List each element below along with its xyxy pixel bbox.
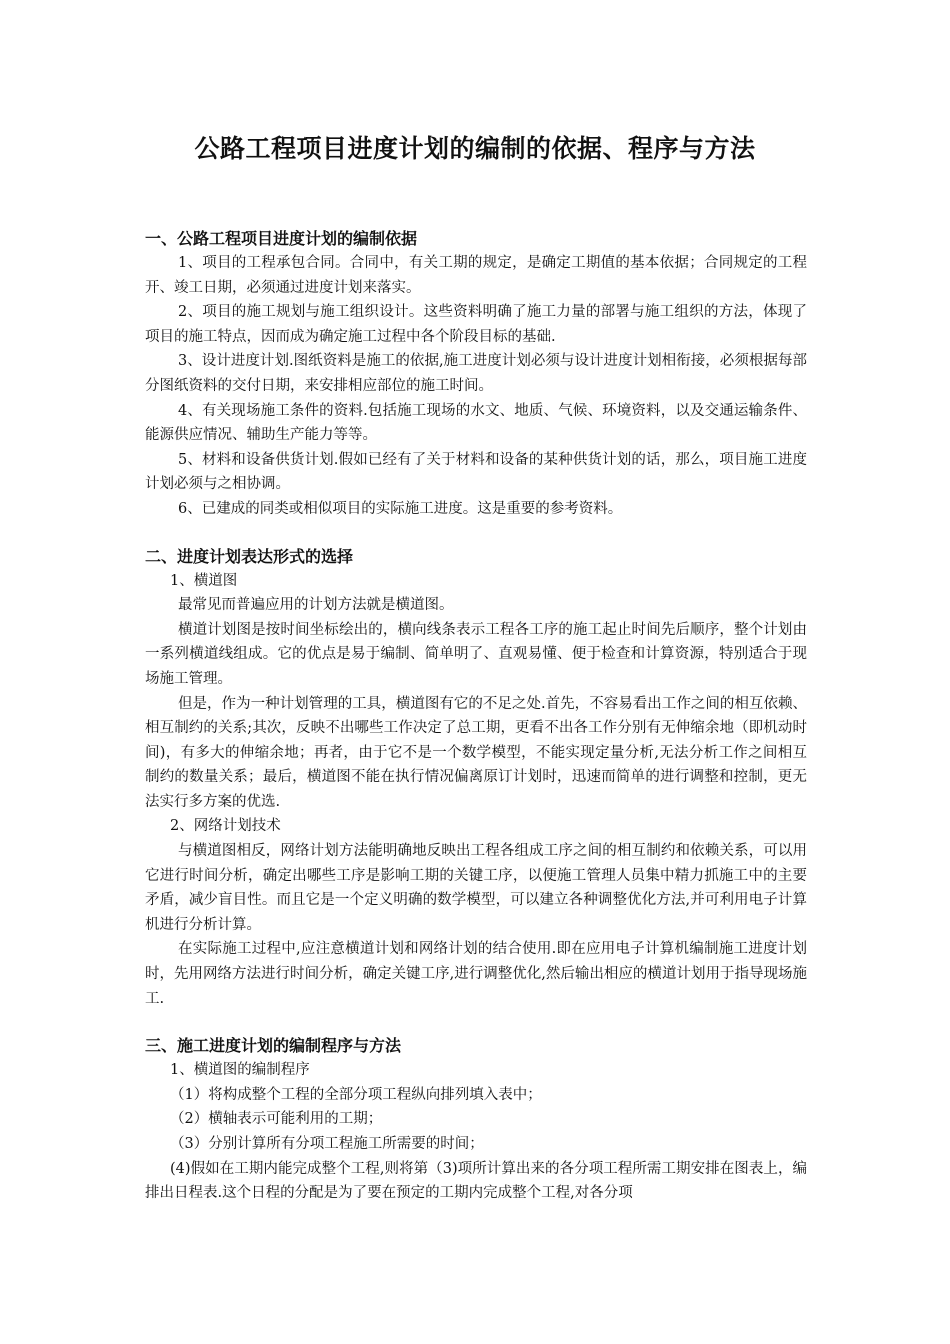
paragraph: 横道计划图是按时间坐标绘出的，横向线条表示工程各工序的施工起止时间先后顺序，整个计划由一系列横道线组成。它的优点是易于编制、简单明了、直观易懂、便于检查和计算资源，特别适合于现场施工管理。 [145,621,807,687]
section-3-heading: 三、施工进度计划的编制程序与方法 [145,1036,402,1056]
paragraph: 与横道图相反，网络计划方法能明确地反映出工程各组成工序之间的相互制约和依赖关系，可以用它进行时间分析，确定出哪些工序是影响工期的关键工序，以便施工管理人员集中精力抓施工中的主要矛盾，减少盲目性。而且它是一个定义明确的数学模型，可以建立各种调整优化方法,并可利用电子计算机进行分析计算。 [145,843,807,933]
section-1-heading: 一、公路工程项目进度计划的编制依据 [145,229,418,248]
paragraph: 但是，作为一种计划管理的工具，横道图有它的不足之处.首先，不容易看出工作之间的相互依赖、相互制约的关系;其次，反映不出哪些工作决定了总工期，更看不出各工作分别有无伸缩余地（即机动时间)，有多大的伸缩余地；再者，由于它不是一个数学模型，不能实现定量分析,无法分析工作之间相互制约的数量关系；最后，横道图不能在执行情况偏离原订计划时，迅速而简单的进行调整和控制，更无法实行多方案的优选. [145,695,807,810]
paragraph: 最常见而普遍应用的计划方法就是横道图。 [178,597,454,614]
list-item: （1）将构成整个工程的全部分项工程纵向排列填入表中； [170,1086,542,1103]
subsection-heading: 1、横道图 [170,572,238,589]
document-title: 公路工程项目进度计划的编制的依据、程序与方法 [194,134,756,163]
paragraph: 3、设计进度计划.图纸资料是施工的依据,施工进度计划必须与设计进度计划相衔接，必须根据每部分图纸资料的交付日期，来安排相应部位的施工时间。 [145,353,807,394]
list-item: （3）分别计算所有分项工程施工所需要的时间； [170,1136,484,1152]
document-body [145,226,807,1206]
list-item: （2）横轴表示可能利用的工期； [170,1111,383,1128]
paragraph: 6、已建成的同类或相似项目的实际施工进度。这是重要的参考资料。 [178,500,623,517]
paragraph: 2、项目的施工规划与施工组织设计。这些资料明确了施工力量的部署与施工组织的方法，体现了项目的施工特点，因而成为确定施工过程中各个阶段目标的基础. [145,304,807,345]
paragraph: 5、材料和设备供货计划.假如已经有了关于材料和设备的某种供货计划的话，那么，项目施工进度计划必须与之相协调。 [145,451,807,493]
subsection-heading: 2、网络计划技术 [170,818,281,835]
paragraph: 1、项目的工程承包合同。合同中，有关工期的规定，是确定工期值的基本依据；合同规定的工程开、竣工日期，必须通过进度计划来落实。 [145,255,807,296]
subsection-heading: 1、横道图的编制程序 [170,1062,310,1079]
paragraph: 在实际施工过程中,应注意横道计划和网络计划的结合使用.即在应用电子计算机编制施工进度计划时，先用网络方法进行时间分析，确定关键工序,进行调整优化,然后输出相应的横道计划用于指导现场施工. [145,941,807,1007]
section-2-heading: 二、进度计划表达形式的选择 [145,546,354,566]
list-item: (4)假如在工期内能完成整个工程,则将第（3)项所计算出来的各分项工程所需工期安排在图表上，编排出日程表.这个日程的分配是为了要在预定的工期内完成整个工程,对各分项 [145,1160,807,1202]
paragraph: 4、有关现场施工条件的资料.包括施工现场的水文、地质、气候、环境资料，以及交通运输条件、能源供应情况、辅助生产能力等等。 [145,402,807,444]
